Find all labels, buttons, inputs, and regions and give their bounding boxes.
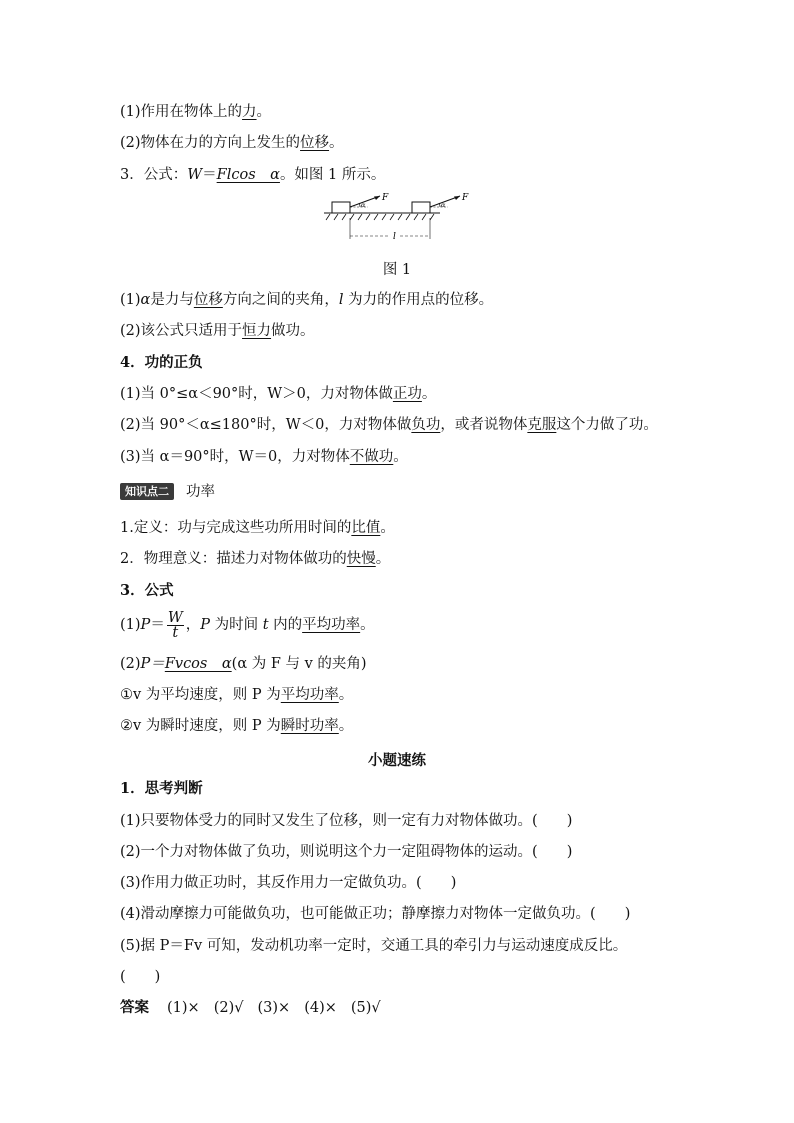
text: (α 为 F 与 v 的夹角) <box>231 656 367 672</box>
text: 。 <box>393 449 408 465</box>
judgement-q5-paren: ( ) <box>120 969 161 985</box>
force-label-start: F <box>382 193 389 203</box>
judgement-q4: (4)滑动摩擦力可能做负功，也可能做正功；静摩擦力对物体一定做负功。( ) <box>120 906 631 922</box>
symbol: α <box>140 292 151 308</box>
symbol: P <box>200 617 210 633</box>
symbol: l <box>338 292 344 308</box>
sign-case-3 <box>120 448 408 466</box>
sign-case-1 <box>120 385 436 403</box>
text: 。 <box>338 687 354 703</box>
answer-blank: 位移 <box>193 292 223 308</box>
text: 为力的作用点的位移。 <box>343 292 494 308</box>
text: 。 <box>256 104 272 120</box>
practice-heading: 1．思考判断 <box>120 780 203 797</box>
displacement-label: l <box>393 232 396 242</box>
sign-heading: 4．功的正负 <box>120 354 203 371</box>
text: 这个力做了功。 <box>556 417 658 433</box>
answer-item: (1)× <box>167 1000 200 1016</box>
answer-blank: Flcos α <box>216 167 280 183</box>
section-title: 功率 <box>186 484 215 500</box>
average-velocity-note <box>120 686 353 704</box>
answer-blank: 平均功率 <box>280 687 339 703</box>
block-start <box>332 202 350 213</box>
answer-blank: 克服 <box>527 417 557 433</box>
symbol: W <box>187 167 203 183</box>
text: ②v 为瞬时速度，则 P 为 <box>120 718 281 734</box>
symbol: t <box>262 617 269 633</box>
text: (2)该公式只适用于 <box>120 323 243 339</box>
text: 做功。 <box>271 323 315 339</box>
power-definition <box>120 519 395 537</box>
answer-blank: 平均功率 <box>302 617 361 633</box>
power-meaning <box>120 550 390 568</box>
text: ，或者说物体 <box>440 417 528 433</box>
text: 2．物理意义：描述力对物体做功的 <box>120 551 347 567</box>
answer-blank: 正功 <box>392 386 422 402</box>
text: 。 <box>375 551 391 567</box>
answer-item: (2)√ <box>213 1000 244 1016</box>
answer-blank: 不做功 <box>349 449 394 465</box>
practice-title: 小题速练 <box>368 752 426 769</box>
text: (1)作用在物体上的 <box>120 104 243 120</box>
answer-item: (3)× <box>257 1000 291 1016</box>
text: ， <box>185 617 201 633</box>
constant-force-note <box>120 322 315 340</box>
section-2-header <box>120 483 215 501</box>
power-formula-1 <box>120 610 375 640</box>
text: 内的 <box>268 617 303 633</box>
block-end <box>412 202 430 213</box>
force-label-end: F <box>462 193 469 203</box>
answer-item: (4)× <box>304 1000 337 1016</box>
work-formula-line <box>120 166 385 184</box>
text: (2)物体在力的方向上发生的 <box>120 135 301 151</box>
text: 。 <box>329 135 344 151</box>
judgement-q3: (3)作用力做正功时，其反作用力一定做负功。( ) <box>120 875 457 891</box>
text: 为时间 <box>209 617 263 633</box>
power-formula-heading: 3．公式 <box>120 582 174 599</box>
text: 是力与 <box>150 292 194 308</box>
text: (1) <box>120 292 141 308</box>
symbol: P＝ <box>140 656 165 672</box>
text: 。如图 1 所示。 <box>279 167 386 183</box>
text: 1.定义：功与完成这些功所用时间的 <box>120 520 352 536</box>
fraction <box>167 611 184 640</box>
figure-caption: 图 1 <box>382 262 412 278</box>
text: 。 <box>380 520 395 536</box>
figure-1-diagram <box>320 192 480 250</box>
text: ＝ <box>202 167 217 183</box>
numerator: W <box>167 609 183 626</box>
text: (3)当 α＝90°时，W＝0，力对物体 <box>120 449 350 465</box>
text: 方向之间的夹角， <box>222 292 339 308</box>
answer-blank: Fvcos α <box>164 656 232 672</box>
answer-item: (5)√ <box>350 1000 381 1016</box>
text: 。 <box>360 617 375 633</box>
text: 。 <box>421 386 437 402</box>
text: ＝ <box>150 617 165 633</box>
text: (1) <box>120 617 141 633</box>
answer-blank: 位移 <box>300 135 330 151</box>
answer-blank: 快慢 <box>346 551 376 567</box>
judgement-q5: (5)据 P＝Fv 可知，发动机功率一定时，交通工具的牵引力与运动速度成反比。 <box>120 938 628 954</box>
answer-line <box>120 999 381 1017</box>
answer-blank: 瞬时功率 <box>280 718 339 734</box>
alpha-note <box>120 291 493 309</box>
text: (1)当 0°≤α＜90°时，W＞0，力对物体做 <box>120 386 393 402</box>
angle-label-start: α <box>361 201 366 209</box>
power-formula-2 <box>120 655 367 673</box>
answer-blank: 恒力 <box>242 323 272 339</box>
instant-velocity-note <box>120 717 353 735</box>
section-tag: 知识点二 <box>120 483 174 500</box>
answer-blank: 负功 <box>411 417 441 433</box>
denominator: t <box>172 624 179 641</box>
judgement-q2: (2)一个力对物体做了负功，则说明这个力一定阻碍物体的运动。( ) <box>120 844 573 860</box>
answer-blank: 比值 <box>351 520 381 536</box>
sign-case-2 <box>120 416 658 434</box>
text: ①v 为平均速度，则 P 为 <box>120 687 281 703</box>
answer-label: 答案 <box>120 999 149 1016</box>
judgement-q1: (1)只要物体受力的同时又发生了位移，则一定有力对物体做功。( ) <box>120 813 573 829</box>
text: 3．公式： <box>120 167 188 183</box>
work-condition-2 <box>120 134 344 152</box>
answer-blank: 力 <box>242 104 257 120</box>
angle-label-end: α <box>441 201 446 209</box>
work-condition-1 <box>120 103 271 121</box>
text: (2)当 90°＜α≤180°时，W＜0，力对物体做 <box>120 417 412 433</box>
symbol: P <box>140 617 151 633</box>
text: (2) <box>120 656 141 672</box>
text: 。 <box>338 718 354 734</box>
